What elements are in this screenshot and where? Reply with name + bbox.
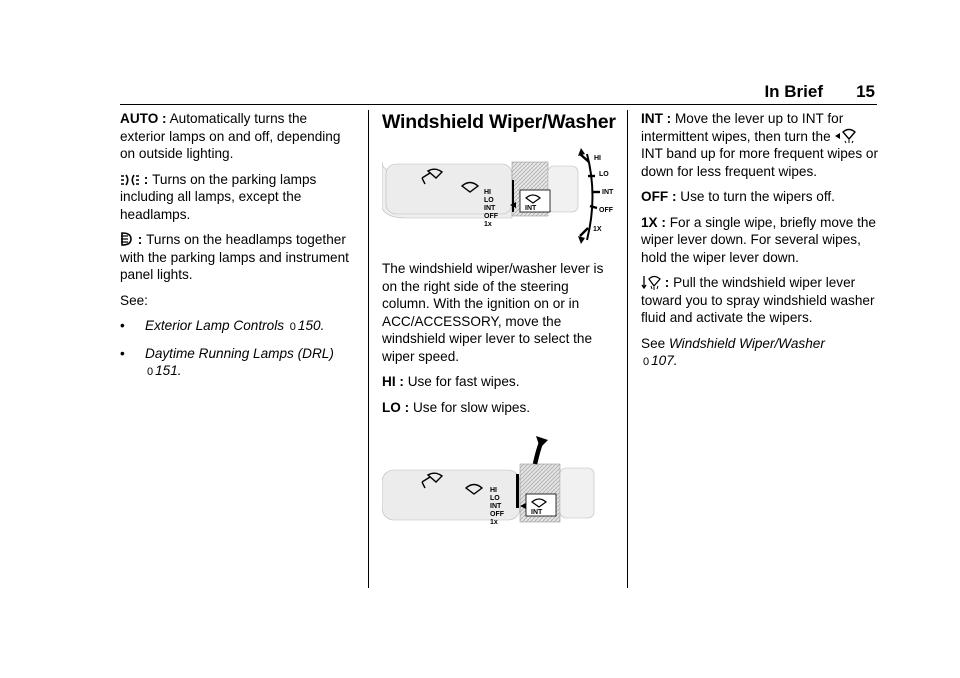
int-text-1: Move the lever up to INT for intermittent wipes, then turn the [641,111,844,144]
stack-label: HI [484,189,491,196]
hi-paragraph [382,373,618,391]
hi-text: Use for fast wipes. [407,374,520,389]
lo-text: Use for slow wipes. [412,399,531,415]
headlamp-paragraph [120,231,355,284]
headlamp-sep: : [134,232,147,247]
washer-paragraph [641,274,881,327]
position-1x: 1X [593,226,602,233]
lever-positions [593,155,614,233]
int-paragraph [641,110,881,180]
position-int: INT [602,189,614,196]
list-item [120,317,355,337]
page-ref-icon: 0 [289,321,296,333]
parking-paragraph [120,171,355,224]
column-lighting [120,110,355,390]
int-band-label: INT [525,205,537,212]
position-lo: LO [599,171,609,178]
column-divider [368,110,369,588]
stack-label: INT [484,205,496,212]
page-number: 15 [856,82,875,101]
see-paragraph [641,335,881,372]
page-ref: 107. [651,353,678,368]
lo-paragraph [382,399,618,417]
onex-term: 1X : [641,214,666,230]
parking-sep: : [140,171,153,187]
headlamp-text: Turns on the headlamps together with the parking lamps and instrument panel lights. [120,232,349,282]
reference-link[interactable]: Daytime Running Lamps (DRL) [145,345,334,361]
int-term: INT : [641,111,672,126]
reference-link[interactable]: Windshield Wiper/Washer [668,335,825,351]
section-heading: Windshield Wiper/Washer [382,111,616,133]
intro-paragraph: The windshield wiper/washer lever is on the right side of the steering column. With the ignition on or in ACC/ACCESSORY, move the windshield wiper lever to select the wiper speed. [382,261,604,364]
int-band-icon [834,128,856,144]
column-wiper-modes [641,110,881,380]
stack-label: LO [490,495,500,502]
parking-lamps-icon [120,173,140,187]
stack-label: INT [490,503,502,510]
stack-label: OFF [490,511,504,518]
page-ref: 151. [155,363,182,378]
bullet-dot: • [120,345,125,361]
column-wiper [382,110,618,526]
stack-label: OFF [484,213,498,220]
washer-sep: : [661,275,674,290]
washer-text: Pull the windshield wiper lever toward you to spray windshield washer fluid and activate the wipers. [641,275,875,325]
bullet-dot: • [120,318,125,333]
page-header [120,80,877,105]
see-label: See: [120,292,148,308]
auto-paragraph [120,110,355,163]
reference-link[interactable]: Exterior Lamp Controls [145,318,285,333]
position-off: OFF [599,207,613,214]
stack-label: HI [490,487,497,494]
column-divider [627,110,628,588]
auto-term: AUTO : [120,111,167,126]
wiper-lever-up-figure [382,434,618,526]
headlamps-icon [120,231,134,247]
onex-text: For a single wipe, briefly move the wiper lever down. For several wipes, hold the wiper lever down. [641,214,876,265]
stack-label: LO [484,197,494,204]
lo-term: LO : [382,399,410,415]
off-paragraph [641,188,881,206]
see-label: See [641,335,666,351]
position-hi: HI [594,155,601,162]
int-band-label: INT [531,509,543,516]
wiper-lever-figure [382,146,618,246]
off-term: OFF : [641,189,677,204]
off-text: Use to turn the wipers off. [680,189,835,204]
page-ref-icon: 0 [643,356,650,368]
list-item [120,345,355,382]
washer-icon [641,274,661,290]
int-text-2: INT band up for more frequent wipes or down for less frequent wipes. [641,146,879,179]
stack-label: 1x [484,221,492,228]
parking-text: Turns on the parking lamps including all lamps, except the headlamps. [120,171,317,222]
auto-text: Automatically turns the exterior lamps on and off, depending on outside lighting. [120,111,341,161]
stack-label: 1x [490,519,498,526]
onex-paragraph [641,214,881,267]
section-title: In Brief [764,82,823,101]
page-ref: 150. [297,318,325,333]
hi-term: HI : [382,374,404,389]
page-ref-icon: 0 [147,366,154,378]
